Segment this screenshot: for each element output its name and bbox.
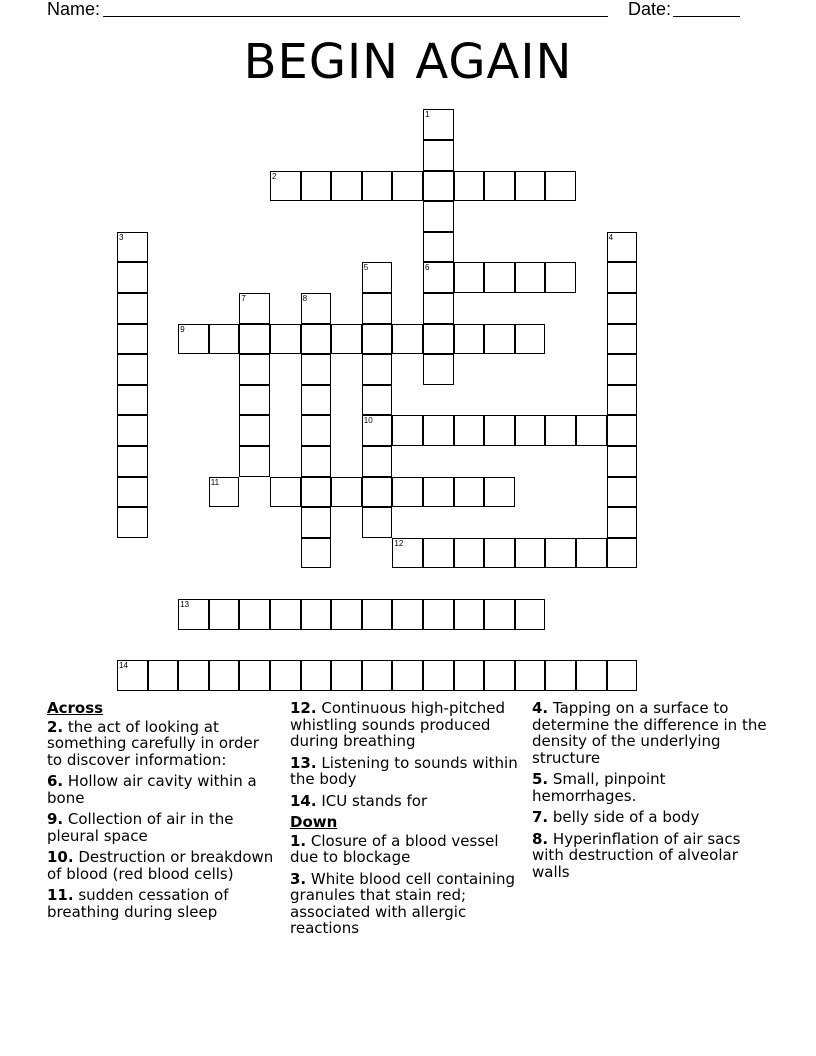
clue-down-5 (532, 771, 770, 804)
clue-down-4 (532, 700, 770, 766)
grid-cell[interactable] (484, 538, 515, 569)
grid-cell[interactable] (178, 599, 209, 630)
grid-cell[interactable] (301, 385, 332, 416)
grid-cell[interactable] (117, 415, 148, 446)
clue-number: 7. (532, 808, 549, 826)
grid-cell[interactable] (607, 415, 638, 446)
clue-text: belly side of a body (548, 808, 700, 826)
grid-cell[interactable] (607, 477, 638, 508)
clue-text: Hollow air cavity within a bone (47, 772, 257, 807)
clue-number: 4. (532, 699, 549, 717)
grid-cell[interactable] (362, 599, 393, 630)
grid-cell[interactable] (301, 293, 332, 324)
across-heading: Across (47, 699, 104, 717)
clue-number-label: 12 (394, 538, 404, 548)
grid-cell[interactable] (454, 599, 485, 630)
grid-cell[interactable] (301, 538, 332, 569)
grid-cell[interactable] (423, 109, 454, 140)
grid-cell[interactable] (117, 385, 148, 416)
grid-cell[interactable] (239, 660, 270, 691)
grid-cell[interactable] (423, 599, 454, 630)
grid-cell[interactable] (362, 354, 393, 385)
grid-cell[interactable] (301, 599, 332, 630)
clue-number-label: 4 (608, 232, 614, 242)
grid-cell[interactable] (117, 293, 148, 324)
grid-cell[interactable] (423, 538, 454, 569)
grid-cell[interactable] (209, 660, 240, 691)
grid-cell[interactable] (454, 538, 485, 569)
clue-number-label: 11 (210, 477, 220, 487)
grid-cell[interactable] (270, 599, 301, 630)
clue-across-14 (290, 793, 526, 810)
grid-cell[interactable] (515, 415, 546, 446)
grid-cell[interactable] (301, 171, 332, 202)
grid-cell[interactable] (117, 660, 148, 691)
grid-cell[interactable] (270, 324, 301, 355)
grid-cell[interactable] (148, 660, 179, 691)
grid-cell[interactable] (331, 477, 362, 508)
clue-down-1 (290, 833, 526, 866)
grid-cell[interactable] (576, 538, 607, 569)
clues-column-1 (47, 700, 275, 925)
clue-number: 14. (290, 791, 317, 810)
clue-number-label: 10 (363, 416, 373, 426)
grid-cell[interactable] (362, 293, 393, 324)
grid-cell[interactable] (545, 660, 576, 691)
clues-column-3 (532, 700, 770, 885)
grid-cell[interactable] (117, 262, 148, 293)
grid-cell[interactable] (209, 324, 240, 355)
clue-number: 12. (290, 699, 317, 717)
grid-cell[interactable] (117, 507, 148, 538)
grid-cell[interactable] (515, 660, 546, 691)
grid-cell[interactable] (362, 415, 393, 446)
grid-cell[interactable] (423, 201, 454, 232)
clue-text: Hyperinflation of air sacs with destruction of alveolar walls (532, 829, 741, 881)
grid-cell[interactable] (117, 477, 148, 508)
grid-cell[interactable] (117, 354, 148, 385)
clue-across-9 (47, 811, 275, 844)
clue-down-8 (532, 831, 770, 881)
grid-cell[interactable] (239, 293, 270, 324)
grid-cell[interactable] (239, 385, 270, 416)
clue-number-label: 3 (119, 232, 124, 242)
grid-cell[interactable] (607, 385, 638, 416)
clue-across-10 (47, 849, 275, 882)
grid-cell[interactable] (301, 507, 332, 538)
grid-cell[interactable] (515, 599, 546, 630)
grid-cell[interactable] (607, 446, 638, 477)
grid-cell[interactable] (301, 477, 332, 508)
grid-cell[interactable] (545, 262, 576, 293)
grid-cell[interactable] (607, 324, 638, 355)
grid-cell[interactable] (423, 324, 454, 355)
grid-cell[interactable] (270, 660, 301, 691)
grid-cell[interactable] (484, 415, 515, 446)
clue-number-label: 7 (241, 294, 246, 303)
grid-cell[interactable] (209, 477, 240, 508)
clue-number-label: 1 (425, 110, 430, 120)
clue-text: sudden cessation of breathing during sleep (47, 886, 229, 921)
clue-across-12 (290, 700, 526, 750)
clue-across-2 (47, 719, 275, 769)
grid-cell[interactable] (576, 415, 607, 446)
grid-cell[interactable] (301, 660, 332, 691)
grid-cell[interactable] (301, 415, 332, 446)
grid-cell[interactable] (392, 415, 423, 446)
clue-down-3 (290, 871, 526, 937)
grid-cell[interactable] (301, 446, 332, 477)
clue-text: Destruction or breakdown of blood (red blood cells) (47, 848, 274, 883)
grid-cell[interactable] (607, 660, 638, 691)
grid-cell[interactable] (331, 171, 362, 202)
clue-number: 11. (47, 886, 74, 904)
grid-cell[interactable] (301, 324, 332, 355)
grid-cell[interactable] (515, 262, 546, 293)
grid-cell[interactable] (423, 477, 454, 508)
down-heading: Down (290, 813, 338, 831)
clue-number-label: 8 (302, 294, 308, 303)
grid-cell[interactable] (545, 415, 576, 446)
grid-cell[interactable] (117, 324, 148, 355)
grid-cell[interactable] (607, 507, 638, 538)
grid-cell[interactable] (239, 354, 270, 385)
clue-number-label: 13 (180, 600, 190, 609)
clues-column-2 (290, 700, 526, 942)
clue-number-label: 5 (363, 263, 369, 273)
grid-cell[interactable] (607, 262, 638, 293)
grid-cell[interactable] (423, 415, 454, 446)
clue-text: ICU stands for (316, 791, 428, 810)
grid-cell[interactable] (239, 446, 270, 477)
clue-number: 1. (290, 831, 307, 850)
grid-cell[interactable] (454, 660, 485, 691)
grid-cell[interactable] (362, 446, 393, 477)
clue-number-label: 2 (272, 171, 277, 181)
clue-number: 10. (47, 848, 74, 866)
grid-cell[interactable] (515, 538, 546, 569)
grid-cell[interactable] (392, 660, 423, 691)
grid-cell[interactable] (362, 171, 393, 202)
grid-cell[interactable] (545, 538, 576, 569)
clue-text: Listening to sounds within the body (290, 753, 518, 788)
clue-text: Collection of air in the pleural space (47, 810, 234, 845)
clue-number: 8. (532, 829, 549, 848)
grid-cell[interactable] (423, 140, 454, 171)
grid-cell[interactable] (392, 477, 423, 508)
grid-cell[interactable] (270, 477, 301, 508)
grid-cell[interactable] (484, 477, 515, 508)
clue-number: 13. (290, 753, 317, 772)
grid-cell[interactable] (301, 354, 332, 385)
clue-text: Tapping on a surface to determine the difference in the density of the underlying structure (532, 699, 767, 767)
clue-text: Continuous high-pitched whistling sounds produced during breathing (290, 699, 506, 750)
clue-number: 9. (47, 810, 64, 828)
grid-cell[interactable] (423, 262, 454, 293)
clue-number: 2. (47, 717, 64, 736)
grid-cell[interactable] (392, 599, 423, 630)
grid-cell[interactable] (239, 415, 270, 446)
clue-number-label: 9 (180, 324, 185, 334)
page-title: BEGIN AGAIN (243, 34, 573, 90)
clue-number-label: 6 (425, 263, 430, 273)
clue-across-11 (47, 887, 275, 920)
clue-number-label: 14 (119, 661, 128, 671)
grid-cell[interactable] (576, 660, 607, 691)
grid-cell[interactable] (607, 538, 638, 569)
clue-across-6 (47, 773, 275, 806)
grid-cell[interactable] (239, 599, 270, 630)
grid-cell[interactable] (484, 171, 515, 202)
grid-cell[interactable] (454, 415, 485, 446)
grid-cell[interactable] (423, 293, 454, 324)
name-label: Name: (47, 0, 101, 19)
clue-number: 6. (47, 772, 64, 790)
grid-cell[interactable] (239, 324, 270, 355)
grid-cell[interactable] (392, 324, 423, 355)
grid-cell[interactable] (515, 324, 546, 355)
grid-cell[interactable] (423, 660, 454, 691)
grid-cell[interactable] (515, 171, 546, 202)
grid-cell[interactable] (484, 599, 515, 630)
grid-cell[interactable] (331, 599, 362, 630)
grid-cell[interactable] (209, 599, 240, 630)
grid-cell[interactable] (454, 171, 485, 202)
clue-text: Small, pinpoint hemorrhages. (532, 770, 666, 805)
grid-cell[interactable] (270, 171, 301, 202)
grid-cell[interactable] (392, 538, 423, 569)
grid-cell[interactable] (331, 324, 362, 355)
grid-cell[interactable] (362, 507, 393, 538)
grid-cell[interactable] (607, 354, 638, 385)
grid-cell[interactable] (178, 324, 209, 355)
grid-cell[interactable] (607, 293, 638, 324)
grid-cell[interactable] (362, 324, 393, 355)
grid-cell[interactable] (454, 324, 485, 355)
clue-number: 5. (532, 770, 549, 788)
grid-cell[interactable] (423, 354, 454, 385)
grid-cell[interactable] (362, 385, 393, 416)
grid-cell[interactable] (454, 262, 485, 293)
grid-cell[interactable] (362, 660, 393, 691)
grid-cell[interactable] (392, 171, 423, 202)
clue-text: White blood cell containing granules that stain red; associated with allergic reactions (290, 869, 516, 937)
clue-number: 3. (290, 869, 307, 888)
grid-cell[interactable] (423, 171, 454, 202)
grid-cell[interactable] (362, 262, 393, 293)
grid-cell[interactable] (484, 324, 515, 355)
grid-cell[interactable] (607, 232, 638, 263)
grid-cell[interactable] (423, 232, 454, 263)
grid-cell[interactable] (178, 660, 209, 691)
clue-down-7 (532, 809, 770, 826)
clue-across-13 (290, 755, 526, 788)
grid-cell[interactable] (545, 171, 576, 202)
grid-cell[interactable] (454, 477, 485, 508)
date-label: Date: (628, 0, 672, 19)
grid-cell[interactable] (117, 446, 148, 477)
grid-cell[interactable] (117, 232, 148, 263)
grid-cell[interactable] (484, 660, 515, 691)
grid-cell[interactable] (362, 477, 393, 508)
clue-text: Closure of a blood vessel due to blockage (290, 831, 499, 866)
grid-cell[interactable] (484, 262, 515, 293)
grid-cell[interactable] (331, 660, 362, 691)
clue-text: the act of looking at something carefully in order to discover information: (47, 717, 259, 769)
